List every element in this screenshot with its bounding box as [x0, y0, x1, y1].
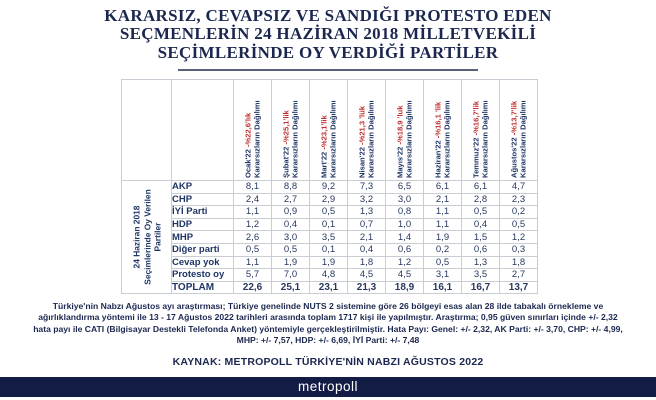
column-header-1: [234, 80, 272, 181]
value-cell: 6,1: [424, 181, 462, 194]
table-row: [122, 269, 538, 282]
value-cell: 0,5: [500, 218, 538, 231]
value-cell: 9,2: [310, 181, 348, 194]
column-header-rotated-label: Mart'22 -%23,1'lik Kararsızların Dağılımı: [319, 100, 338, 178]
table-row: [122, 243, 538, 256]
value-cell: 8,8: [272, 181, 310, 194]
value-cell: 7,3: [348, 181, 386, 194]
undecided-share-value: -%16,7'lik: [471, 101, 481, 136]
value-cell: 1,5: [462, 231, 500, 244]
value-cell: 3,1: [424, 269, 462, 282]
value-cell: 3,0: [272, 231, 310, 244]
value-cell: 23,1: [310, 281, 348, 294]
party-label-cell: HDP: [172, 218, 234, 231]
value-cell: 0,2: [424, 243, 462, 256]
value-cell: 1,9: [272, 256, 310, 269]
value-cell: 3,2: [348, 193, 386, 206]
value-cell: 1,2: [500, 231, 538, 244]
value-cell: 22,6: [234, 281, 272, 294]
column-header-rotated-label: Mayıs'22 -%18,9 'luk Kararsızların Dağılımı: [395, 100, 414, 178]
undecided-share-value: -%21,3 'lük: [357, 106, 367, 145]
value-cell: 0,5: [234, 243, 272, 256]
value-cell: 0,6: [386, 243, 424, 256]
value-cell: 0,1: [310, 218, 348, 231]
table-row: [122, 193, 538, 206]
value-cell: 4,5: [348, 269, 386, 282]
column-header-rotated-label: Ocak'22 -%22,6'lık Kararsızların Dağılımı: [243, 100, 262, 178]
value-cell: 5,7: [234, 269, 272, 282]
value-cell: 1,3: [462, 256, 500, 269]
table-row: [122, 218, 538, 231]
value-cell: 0,4: [348, 243, 386, 256]
table-row: [122, 206, 538, 219]
value-cell: 1,4: [386, 231, 424, 244]
column-header-2: [272, 80, 310, 181]
methodology-footnote: Türkiye'nin Nabzı Ağustos ayı araştırması; Türkiye genelinde NUTS 2 sistemine göre 26 bölgeyi esas alan 28 ilde tabakalı örnekleme ve ağırlıklandırma yöntemi ile 13 - 17 Ağustos 2022 tarihleri arasında toplam 1717 kişi ile yapılmıştır. Araştırma; 0,95 güven sınırları içinde +/- 2,32 hata payı ile CATI (Bilgisayar Destekli Telefonda Anket) yöntemiyle gerçekleştirilmiştir. Hata Payı: Genel: +/- 2,32, AK Parti: +/- 3,70, CHP: +/- 4,99, MHP: +/- 7,57, HDP: +/- 6,69, İYİ Parti: +/- 7,48: [33, 301, 623, 346]
value-cell: 7,0: [272, 269, 310, 282]
value-cell: 2,9: [310, 193, 348, 206]
column-header-4: [348, 80, 386, 181]
value-cell: 0,6: [462, 243, 500, 256]
value-cell: 2,3: [500, 193, 538, 206]
undecided-share-value: -%23,1'lik: [319, 115, 329, 150]
value-cell: 2,1: [348, 231, 386, 244]
party-label-cell: Diğer parti: [172, 243, 234, 256]
value-cell: 16,7: [462, 281, 500, 294]
undecided-share-value: -%25,1'lik: [281, 110, 291, 145]
value-cell: 6,5: [386, 181, 424, 194]
value-cell: 3,0: [386, 193, 424, 206]
value-cell: 1,9: [310, 256, 348, 269]
column-header-rotated-label: Nisan'22 -%21,3 'lük Kararsızların Dağılımı: [357, 100, 376, 178]
value-cell: 0,5: [462, 206, 500, 219]
corner-cell-party: [172, 80, 234, 181]
value-cell: 1,1: [234, 206, 272, 219]
table-row: [122, 181, 538, 194]
column-header-5: [386, 80, 424, 181]
undecided-share-value: -%16,1 'lik: [433, 101, 443, 139]
party-label-cell: İYİ Parti: [172, 206, 234, 219]
value-cell: 1,3: [348, 206, 386, 219]
page-title-line-3: SEÇİMLERİNDE OY VERDİĞİ PARTİLER: [157, 42, 499, 62]
value-cell: 2,7: [272, 193, 310, 206]
value-cell: 0,7: [348, 218, 386, 231]
value-cell: 1,1: [234, 256, 272, 269]
value-cell: 8,1: [234, 181, 272, 194]
party-label-cell: AKP: [172, 181, 234, 194]
value-cell: 1,0: [386, 218, 424, 231]
value-cell: 2,1: [424, 193, 462, 206]
value-cell: 0,5: [424, 256, 462, 269]
table-row: [122, 256, 538, 269]
party-label-cell: Protesto oy: [172, 269, 234, 282]
value-cell: 2,4: [234, 193, 272, 206]
value-cell: 21,3: [348, 281, 386, 294]
value-cell: 0,3: [500, 243, 538, 256]
value-cell: 0,4: [462, 218, 500, 231]
value-cell: 16,1: [424, 281, 462, 294]
value-cell: 3,5: [462, 269, 500, 282]
value-cell: 0,4: [272, 218, 310, 231]
source-line: KAYNAK: METROPOLL TÜRKİYE'NİN NABZI AĞUSTOS 2022: [172, 356, 484, 368]
column-header-rotated-label: Şubat'22 -%25,1'lik Kararsızların Dağılımı: [281, 100, 300, 178]
page-title: [0, 7, 656, 62]
value-cell: 13,7: [500, 281, 538, 294]
value-cell: 3,5: [310, 231, 348, 244]
corner-cell-group: [122, 80, 172, 181]
party-label-cell: TOPLAM: [172, 281, 234, 294]
undecided-share-value: -%18,9 'luk: [395, 105, 405, 145]
row-group-label-cell: [122, 181, 172, 294]
value-cell: 0,5: [310, 206, 348, 219]
value-cell: 1,1: [424, 206, 462, 219]
table-row: [122, 231, 538, 244]
title-underline: [178, 69, 478, 71]
value-cell: 1,2: [386, 256, 424, 269]
value-cell: 0,1: [310, 243, 348, 256]
column-header-7: [462, 80, 500, 181]
value-cell: 1,8: [348, 256, 386, 269]
table-row: [122, 281, 538, 294]
value-cell: 6,1: [462, 181, 500, 194]
party-label-cell: Cevap yok: [172, 256, 234, 269]
table-header-row: [122, 80, 538, 181]
party-label-cell: MHP: [172, 231, 234, 244]
brand-bar: [0, 377, 656, 397]
value-cell: 2,8: [462, 193, 500, 206]
undecided-share-value: -%22,6'lık: [243, 112, 253, 148]
column-header-rotated-label: Haziran'22 -%16,1 'lik Kararsızların Dağılımı: [433, 100, 452, 178]
party-label-cell: CHP: [172, 193, 234, 206]
value-cell: 0,9: [272, 206, 310, 219]
value-cell: 0,8: [386, 206, 424, 219]
column-header-rotated-label: Temmuz'22 -%16,7'lik Kararsızların Dağılımı: [471, 100, 490, 178]
value-cell: 0,5: [272, 243, 310, 256]
value-cell: 2,7: [500, 269, 538, 282]
page-title-line-2: SEÇMENLERİN 24 HAZİRAN 2018 MİLLETVEKİLİ: [119, 24, 537, 44]
value-cell: 2,6: [234, 231, 272, 244]
row-group-rotated-label: 24 Haziran 2018 Seçimlerinde Oy Verilen Partiler: [130, 189, 162, 285]
brand-logo-text: metropoll: [297, 379, 359, 394]
value-cell: 18,9: [386, 281, 424, 294]
value-cell: 4,8: [310, 269, 348, 282]
column-header-8: [500, 80, 538, 181]
value-cell: 4,5: [386, 269, 424, 282]
column-header-rotated-label: Ağustos'22 -%13,7'lik Kararsızların Dağılımı: [509, 100, 528, 178]
value-cell: 0,2: [500, 206, 538, 219]
poll-results-table: [121, 79, 538, 294]
column-header-6: [424, 80, 462, 181]
value-cell: 1,1: [424, 218, 462, 231]
value-cell: 1,2: [234, 218, 272, 231]
value-cell: 1,9: [424, 231, 462, 244]
page-title-line-1: KARARSIZ, CEVAPSIZ VE SANDIĞI PROTESTO EDEN: [104, 6, 552, 25]
value-cell: 4,7: [500, 181, 538, 194]
column-header-3: [310, 80, 348, 181]
undecided-share-value: -%13,7'lik: [509, 100, 519, 136]
value-cell: 25,1: [272, 281, 310, 294]
value-cell: 1,8: [500, 256, 538, 269]
